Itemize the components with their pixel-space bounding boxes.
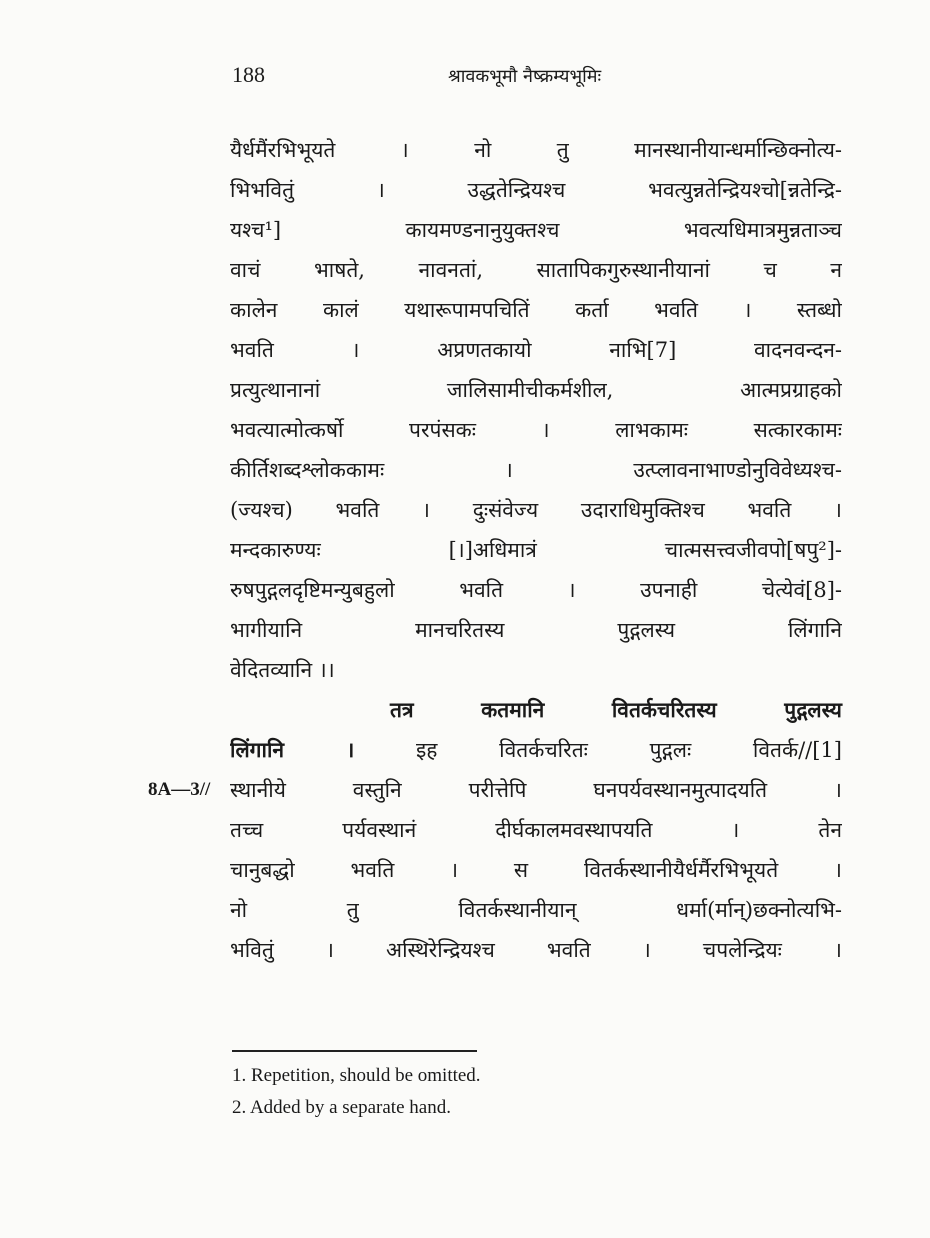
text-line: प्रत्युत्थानानां जालिसामीचीकर्मशील, आत्मप्रग्राहको	[230, 378, 842, 402]
section-heading: तत्र कतमानि वितर्कचरितस्य पुद्गलस्य	[390, 697, 842, 722]
page-number: 188	[232, 62, 265, 87]
running-head: श्रावकभूमौ नैष्क्रम्यभूमिः	[448, 66, 602, 87]
text-line: कालेन कालं यथारूपामपचितिं कर्ता भवति । स्तब्धो	[230, 298, 842, 322]
text-line: भवितुं । अस्थिरेन्द्रियश्च भवति । चपलेन्द्रियः ।	[230, 938, 842, 962]
text-line: भवति । अप्रणतकायो नाभि[7] वादनवन्दन-	[230, 338, 842, 362]
text-line: स्थानीये वस्तुनि परीत्तेपि घनपर्यवस्थानमुत्पादयति ।	[230, 778, 842, 802]
text-line: भवत्यात्मोत्कर्षो परपंसकः । लाभकामः सत्कारकामः	[230, 418, 842, 442]
footnotes	[232, 1060, 481, 1124]
main-text	[230, 130, 842, 970]
text-line: तच्च पर्यवस्थानं दीर्घकालमवस्थापयति । तेन	[230, 818, 842, 842]
text-line: वेदितव्यानि ।।	[230, 658, 335, 682]
text-line: भिभवितुं । उद्धतेन्द्रियश्च भवत्युन्नतेन्द्रियश्चो[न्नतेन्द्रि-	[230, 178, 842, 202]
section-first-line	[230, 730, 842, 770]
text-line: कीर्तिशब्दश्लोककामः । उत्प्लावनाभाण्डोनुविवेध्यश्च-	[230, 458, 842, 482]
text-line: नो तु वितर्कस्थानीयान् धर्मा(र्मान्)छक्नोत्यभि-	[230, 898, 842, 922]
text-line: चानुबद्धो भवति । स वितर्कस्थानीयैर्धर्मैरभिभूयते ।	[230, 858, 842, 882]
text-line: मन्दकारुण्यः [।]अधिमात्रं चात्मसत्त्वजीवपो[षपु²]-	[230, 538, 842, 562]
section-first-bold: लिंगानि ।	[230, 737, 355, 762]
text-line: भागीयानि मानचरितस्य पुद्गलस्य लिंगानि	[230, 618, 842, 642]
footnote-rule	[232, 1050, 477, 1052]
footnote-2: 2. Added by a separate hand.	[232, 1097, 451, 1118]
text-line: यैर्धमैंरभिभूयते । नो तु मानस्थानीयान्धर्मान्छिक्नोत्य-	[230, 138, 842, 162]
section-first-rest: इह वितर्कचरितः पुद्गलः वितर्क//[1]	[354, 738, 842, 762]
text-line: वाचं भाषते, नावनतां, सातापिकगुरुस्थानीयानां च न	[230, 258, 842, 282]
text-line: यश्च¹] कायमण्डनानुयुक्तश्च भवत्यधिमात्रमुन्नताञ्च	[230, 218, 842, 242]
footnote-1: 1. Repetition, should be omitted.	[232, 1065, 481, 1086]
text-line: (ज्यश्च) भवति । दुःसंवेज्य उदाराधिमुक्तिश्च भवति ।	[230, 498, 842, 522]
text-line: रुषपुद्गलदृष्टिमन्युबहुलो भवति । उपनाही चेत्येवं[8]-	[230, 578, 842, 602]
folio-marker: 8A—3//	[148, 779, 211, 800]
